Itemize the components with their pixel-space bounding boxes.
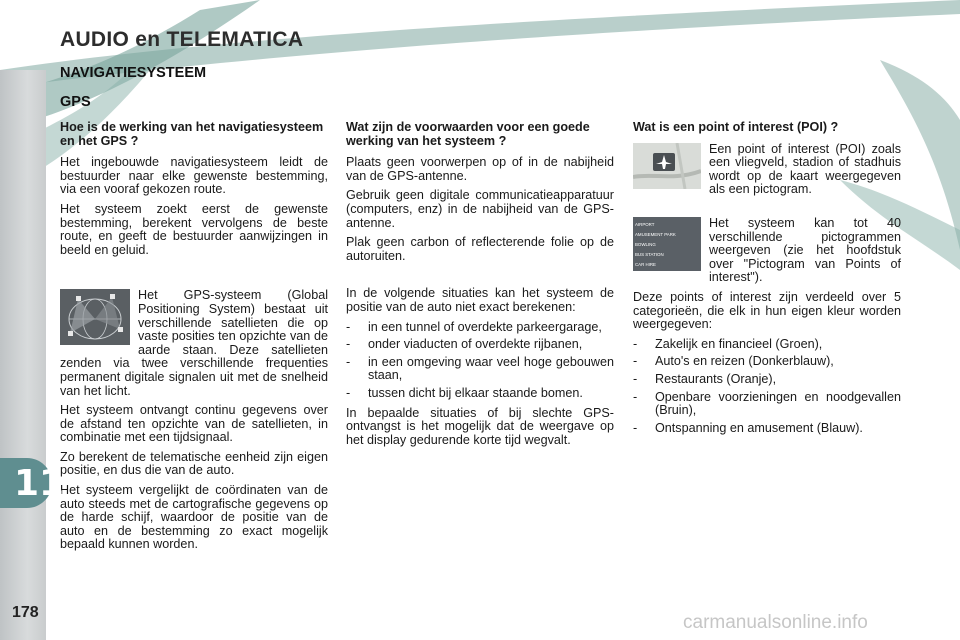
col2-paragraph: Gebruik geen digitale communicatieapparatuur (computers, enz) in de nabijheid van de GPS-antenne. <box>346 188 614 230</box>
col1-paragraph: Het systeem zoekt eerst de gewenste bestemming, berekent vervolgens de beste route, en geeft de bestuurder aanwijzingen in beeld en geluid. <box>60 201 328 257</box>
list-item: - in een omgeving waar veel hoge gebouwen staan, <box>346 356 614 383</box>
column-system-conditions <box>346 121 614 453</box>
list-item: - Ontspanning en amusement (Blauw). <box>633 422 901 436</box>
col1-paragraph: Het systeem vergelijkt de coördinaten van de auto steeds met de cartografische gegevens op de harde schijf, waardoor de positie van de auto en de bestemming zo exact mogelijk bepaald kunnen worden. <box>60 483 328 552</box>
column-gps-working <box>60 121 328 558</box>
poi-menu-item: BUS STATION <box>635 251 664 257</box>
list-item: - tussen dicht bij elkaar staande bomen. <box>346 387 614 401</box>
chapter-number: 11 <box>14 463 65 504</box>
chapter-header-title: AUDIO en TELEMATICA <box>60 28 304 51</box>
poi-menu-item: AIRPORT <box>635 221 655 227</box>
col2-paragraph: In de volgende situaties kan het systeem de positie van de auto niet exact berekenen: <box>346 286 614 314</box>
gps-satellite-diagram <box>60 289 130 345</box>
col2-paragraph: Plaats geen voorwerpen op of in de nabijheid van de GPS-antenne. <box>346 155 614 183</box>
section-subtitle: GPS <box>60 94 91 110</box>
col2-situations-list <box>346 321 614 401</box>
page-number: 178 <box>12 604 39 621</box>
col3-heading: Wat is een point of interest (POI) ? <box>633 120 839 134</box>
list-item: - onder viaducten of overdekte rijbanen, <box>346 338 614 352</box>
list-item: - Openbare voorzieningen en noodgevallen (Bruin), <box>633 391 901 418</box>
list-item: - Zakelijk en financieel (Groen), <box>633 338 901 352</box>
col3-category-list <box>633 338 901 436</box>
poi-category-menu-image <box>633 217 701 271</box>
poi-map-airport-image <box>633 143 701 189</box>
col3-paragraph: Deze points of interest zijn verdeeld over 5 categorieën, die elk in hun eigen kleur worden weergegeven: <box>633 289 901 332</box>
col2-heading: Wat zijn de voorwaarden voor een goede werking van het systeem ? <box>346 120 590 148</box>
col1-paragraph: Het GPS-systeem (Global Positioning System) bestaat uit verschillende satellieten die op vaste posities ten opzichte van de aarde staan. Deze satellieten zenden via twee verschillende frequenties permanent digitale signalen uit met de snelheid van het licht. <box>60 288 328 398</box>
col2-paragraph: In bepaalde situaties of bij slechte GPS-ontvangst is het mogelijk dat de weergave op het display gedurende korte tijd wegvalt. <box>346 405 614 447</box>
list-item: - in een tunnel of overdekte parkeergarage, <box>346 321 614 335</box>
chapter-number-badge <box>0 458 65 508</box>
list-item: - Auto's en reizen (Donkerblauw), <box>633 355 901 369</box>
left-side-stripe <box>0 70 46 640</box>
list-item: - Restaurants (Oranje), <box>633 373 901 387</box>
col3-paragraph: Het systeem kan tot 40 verschillende pictogrammen weergeven (zie het hoofdstuk over "Pictogram van Points of interest"). <box>709 215 901 285</box>
section-title: NAVIGATIESYSTEEM <box>60 65 207 81</box>
col1-heading: Hoe is de werking van het navigatiesysteem en het GPS ? <box>60 120 324 148</box>
col1-paragraph: Het systeem ontvangt continu gegevens over de afstand ten opzichte van de satellieten, in combinatie met een tijdsignaal. <box>60 403 328 445</box>
col2-paragraph: Plak geen carbon of reflecterende folie op de autoruiten. <box>346 235 614 263</box>
col1-paragraph: Het ingebouwde navigatiesysteem leidt de bestuurder naar elke gewenste bestemming, via een vooraf gekozen route. <box>60 155 328 197</box>
col1-paragraph: Zo berekent de telematische eenheid zijn eigen positie, en dus die van de auto. <box>60 449 328 478</box>
poi-menu-item: AMUSEMENT PARK <box>635 231 676 237</box>
poi-menu-item: CAR HIRE <box>635 261 656 267</box>
poi-menu-item: BOWLING <box>635 241 656 247</box>
column-poi <box>633 121 901 441</box>
watermark-text: carmanualsonline.info <box>683 612 868 633</box>
col3-paragraph: Een point of interest (POI) zoals een vliegveld, stadion of stadhuis wordt op de kaart weergegeven als een pictogram. <box>709 141 901 197</box>
